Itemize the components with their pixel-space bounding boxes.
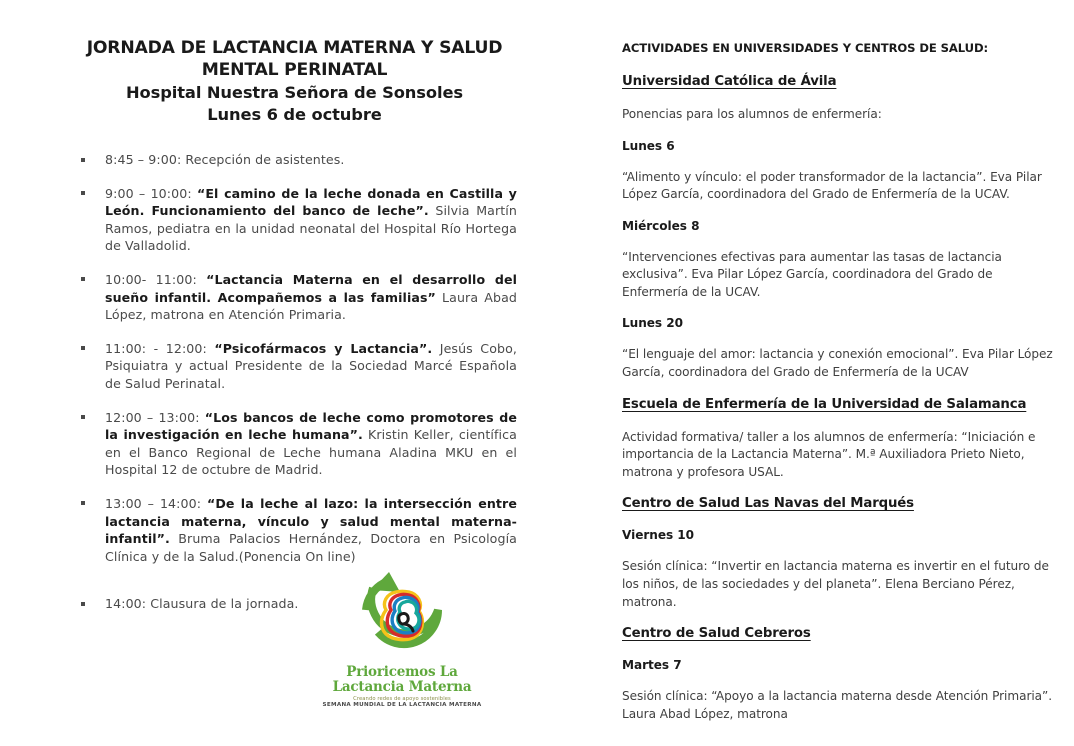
agenda-item-title: “Psicofármacos y Lactancia”. (214, 340, 433, 356)
bullet-marker-icon (81, 602, 85, 606)
world-breastfeeding-week-logo (314, 570, 490, 709)
institution-section (622, 496, 1054, 611)
entry-description: Sesión clínica: “Invertir en lactancia materna es invertir en el futuro de los niños, de las sociedades y del planeta”. Elena Berciano Pérez, matrona. (622, 559, 1049, 609)
institution-heading: Universidad Católica de Ávila (622, 74, 837, 89)
agenda-item (72, 340, 517, 393)
agenda-list (72, 151, 517, 613)
agenda-item-detail: Laura Abad López, matrona en Atención Primaria. (105, 289, 517, 323)
institution-heading: Escuela de Enfermería de la Universidad de Salamanca (622, 396, 1027, 412)
agenda-item-detail: Silvia Martín Ramos, pediatra en la unidad neonatal del Hospital Río Hortega de Valladolid. (105, 203, 517, 254)
institution-section (622, 626, 1054, 723)
agenda-item-time: 12:00 – 13:00: (105, 409, 205, 425)
agenda-item-title: “El camino de la leche donada en Castilla y León. Funcionamiento del banco de leche”. (105, 185, 517, 219)
agenda-item-detail: Bruma Palacios Hernández, Doctora en Psicología Clínica y de la Salud.(Ponencia On line) (105, 531, 517, 564)
logo-tagline: Creando redes de apoyo sostenibles (353, 696, 451, 702)
logo-text-line1: Prioricemos La (346, 664, 458, 680)
left-column (72, 38, 517, 613)
agenda-item (72, 151, 517, 169)
agenda-item-detail: Kristin Keller, científica en el Banco Regional de Leche humana Aladina MKU en el Hospital 12 de octubre de Madrid. (105, 427, 517, 478)
right-column (622, 41, 1054, 738)
agenda-item-time: 13:00 – 14:00: (105, 495, 207, 511)
agenda-item-detail: Clausura de la jornada. (150, 596, 299, 612)
agenda-item (72, 409, 517, 479)
entry-day: Viernes 10 (622, 528, 695, 543)
agenda-item-title: “De la leche al lazo: la intersección entre lactancia materna, vínculo y salud mental materna- infantil”. (105, 495, 518, 547)
institution-section (622, 397, 1054, 482)
agenda-item-title: “Lactancia Materna en el desarrollo del sueño infantil. Acompañemos a las familias” (105, 271, 517, 305)
right-sections (622, 74, 1054, 723)
entry-day: Miércoles 8 (622, 218, 700, 233)
agenda-item (72, 185, 517, 255)
bullet-marker-icon (81, 346, 85, 350)
agenda-item (72, 271, 517, 324)
entry-description: “Intervenciones efectivas para aumentar las tasas de lactancia exclusiva”. Eva Pilar López García, coordinadora del Grado de Enfermería de la UCAV. (622, 249, 1002, 299)
entry-day: Martes 7 (622, 658, 682, 673)
institution-heading: Centro de Salud Cebreros (622, 626, 811, 642)
agenda-item-time: 10:00- 11:00: (105, 271, 207, 287)
agenda-item-time: 8:45 – 9:00: (105, 152, 186, 167)
institution-intro: Ponencias para los alumnos de enfermería: (622, 107, 882, 121)
logo-footer: SEMANA MUNDIAL DE LA LACTANCIA MATERNA (322, 702, 482, 709)
bullet-marker-icon (81, 501, 85, 505)
logo-text-line2: Lactancia Materna (332, 679, 472, 695)
page-title (72, 38, 517, 125)
agenda-item-detail: Recepción de asistentes. (185, 152, 345, 167)
entry-description: “El lenguaje del amor: lactancia y conexión emocional”. Eva Pilar López García, coordinadora del Grado de Enfermería de la UCAV (622, 347, 1053, 380)
entry-day: Lunes 20 (622, 316, 683, 331)
entry-day: Lunes 6 (622, 138, 675, 153)
title-line-1: JORNADA DE LACTANCIA MATERNA Y SALUD (86, 38, 503, 58)
entry-description: “Alimento y vínculo: el poder transformador de la lactancia”. Eva Pilar López García, coordinadora del Grado de Enfermería de la UCAV. (622, 169, 1042, 202)
right-column-header: ACTIVIDADES EN UNIVERSIDADES Y CENTROS DE SALUD: (622, 41, 989, 55)
agenda-item-time: 9:00 – 10:00: (105, 185, 197, 201)
agenda-item-detail: Jesús Cobo, Psiquiatra y actual Presidente de la Sociedad Marcé Española de Salud Perinatal. (105, 340, 517, 391)
title-line-3: Hospital Nuestra Señora de Sonsoles (126, 83, 463, 102)
institution-heading: Centro de Salud Las Navas del Marqués (622, 496, 914, 512)
entry-description: Sesión clínica: “Apoyo a la lactancia materna desde Atención Primaria”. Laura Abad López, matrona (622, 689, 1053, 721)
bullet-marker-icon (81, 277, 85, 281)
agenda-item (72, 495, 517, 565)
institution-section (622, 74, 1054, 382)
bullet-marker-icon (81, 415, 85, 419)
agenda-item-time: 11:00: - 12:00: (105, 340, 215, 356)
agenda-item-time: 14:00: (105, 596, 151, 612)
agenda-item-title: “Los bancos de leche como promotores de la investigación en leche humana”. (105, 409, 518, 443)
bullet-marker-icon (81, 191, 85, 195)
title-line-4: Lunes 6 de octubre (207, 104, 382, 124)
entry-description: Actividad formativa/ taller a los alumnos de enfermería: “Iniciación e importancia de la Lactancia Materna”. M.ª Auxiliadora Prieto Nieto, matrona y profesora USAL. (622, 429, 1036, 479)
title-line-2: MENTAL PERINATAL (201, 59, 388, 80)
logo-mark-icon (342, 570, 462, 665)
bullet-marker-icon (81, 158, 85, 162)
